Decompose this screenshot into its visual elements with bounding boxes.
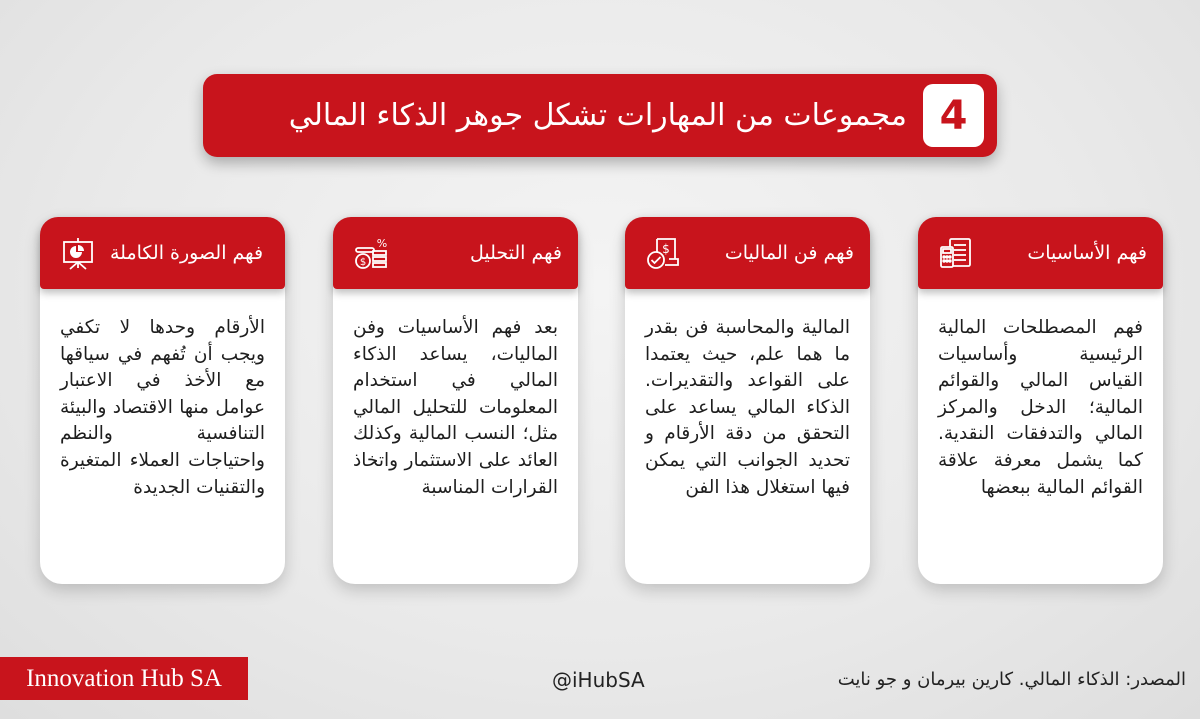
card-title: فهم الصورة الكاملة [109, 241, 264, 264]
coins-percent-icon [353, 235, 389, 271]
svg-text:$: $ [359, 257, 367, 268]
card-basics [918, 217, 1163, 584]
svg-text:%: % [376, 237, 388, 250]
card-title: فهم الأساسيات [1027, 241, 1147, 264]
card-art-of-finance [625, 217, 870, 584]
calculator-document-icon [938, 235, 974, 271]
card-title: فهم التحليل [469, 241, 562, 264]
source-citation: المصدر: الذكاء المالي. كارين بيرمان و جو نايت [837, 668, 1186, 690]
card-body: فهم المصطلحات المالية الرئيسية وأساسيات القياس المالي والقوائم المالية؛ الدخل والمركز المالي والتدفقات النقدية. كما يشمل معرفة علاقة القوائم المالية ببعضها [938, 317, 1143, 498]
card-big-picture [40, 217, 285, 584]
brand-label: Innovation Hub SA [0, 657, 248, 700]
money-document-check-icon [645, 235, 681, 271]
card-header [918, 217, 1163, 289]
card-header [333, 217, 578, 289]
card-body: الأرقام وحدها لا تكفي ويجب أن تُفهم في سياقها مع الأخذ في الاعتبار عوامل منها الاقتصاد والبيئة التنافسية والنظم واحتياجات العملاء المتغيرة والتقنيات الجديدة [60, 317, 265, 498]
card-body: المالية والمحاسبة فن بقدر ما هما علم، حيث يعتمدا على القواعد والتقديرات. الذكاء المالي يساعد على التحقق من دقة الأرقام و تحديد الجوانب التي يمكن فيها استغلال هذا الفن [645, 317, 850, 498]
svg-text:$: $ [662, 242, 670, 256]
card-header [40, 217, 285, 289]
presentation-board-icon [60, 235, 96, 271]
card-body: بعد فهم الأساسيات وفن الماليات، يساعد الذكاء المالي في استخدام المعلومات للتحليل المالي مثل؛ النسب المالية وكذلك العائد على الاستثمار واتخاذ القرارات المناسبة [353, 317, 558, 498]
page-title: مجموعات من المهارات تشكل جوهر الذكاء المالي [288, 98, 907, 133]
social-handle: @iHubSA [552, 668, 645, 692]
card-analysis [333, 217, 578, 584]
card-header [625, 217, 870, 289]
card-title: فهم فن الماليات [724, 241, 854, 264]
title-number-badge: 4 [923, 84, 984, 147]
title-banner [203, 74, 997, 157]
